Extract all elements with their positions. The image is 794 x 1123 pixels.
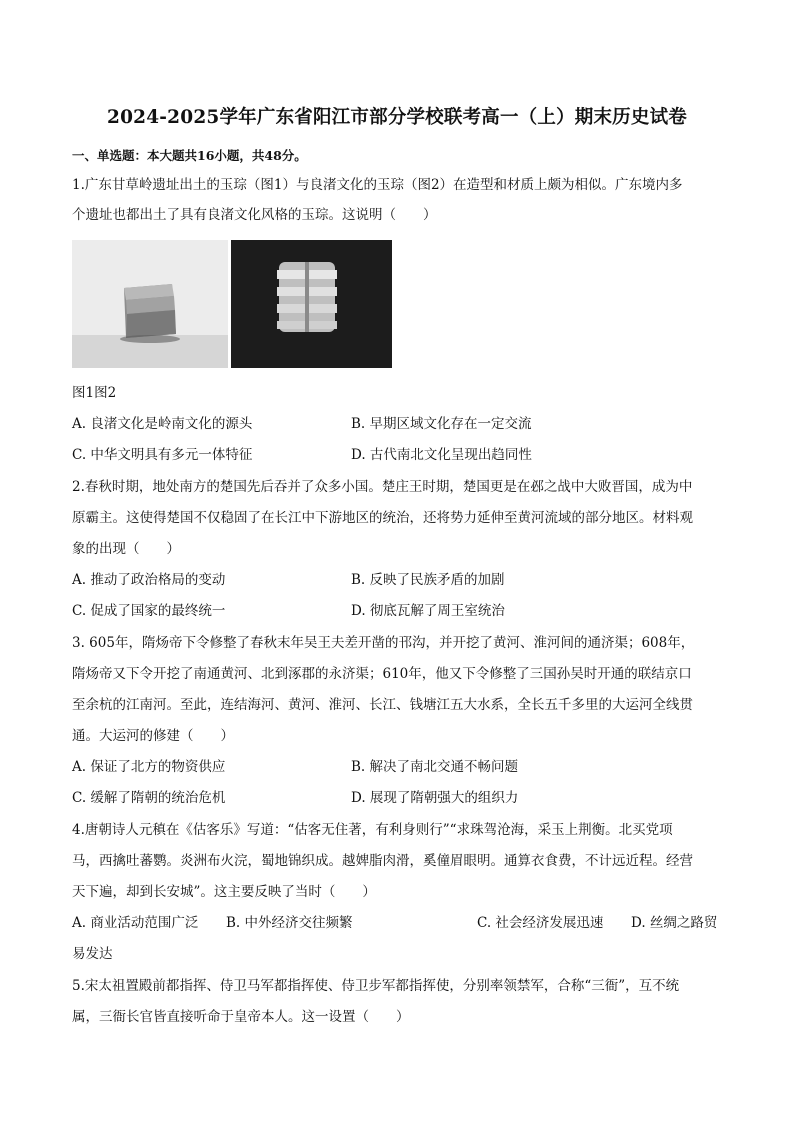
q1-option-a: A. 良渚文化是岭南文化的源头: [72, 416, 253, 432]
q1-option-c: C. 中华文明具有多元一体特征: [72, 447, 253, 463]
q2-option-c: C. 促成了国家的最终统一: [72, 603, 226, 619]
q2-option-a: A. 推动了政治格局的变动: [72, 572, 226, 588]
q4-option-d-continued: 易发达: [72, 946, 113, 962]
q3-option-d: D. 展现了隋朝强大的组织力: [351, 790, 519, 806]
q4-stem-line2: 马，西擒吐蕃鹦。炎洲布火浣，蜀地锦织成。越婢脂肉滑，奚僮眉眼明。通算衣食费，不计远近程。经营: [72, 853, 693, 869]
figure-1-jade-cong-image: [72, 240, 228, 368]
q4-option-d: D. 丝绸之路贸: [631, 915, 718, 931]
q3-option-b: B. 解决了南北交通不畅问题: [351, 759, 519, 775]
figure-2-jade-cong-image: [231, 240, 392, 368]
q3-option-c: C. 缓解了隋朝的统治危机: [72, 790, 226, 806]
q3-stem-line2: 隋炀帝又下令开挖了南通黄河、北到涿郡的永济渠；610年，他又下令修整了三国孙吴时开通的联结京口: [72, 666, 692, 682]
q3-stem-line1: 3. 605年，隋炀帝下令修整了春秋末年吴王夫差开凿的邗沟，并开挖了黄河、淮河间的通济渠；608年，: [72, 635, 695, 651]
q3-option-a: A. 保证了北方的物资供应: [72, 759, 226, 775]
q3-stem-line4: 通。大运河的修建（ ）: [72, 728, 234, 744]
q5-stem-line2: 属，三衙长官皆直接听命于皇帝本人。这一设置（ ）: [72, 1009, 410, 1025]
q5-stem-line1: 5.宋太祖置殿前都指挥、侍卫马军都指挥使、侍卫步军都指挥使，分别率领禁军，合称“三衙”，互不统: [72, 978, 680, 994]
q4-stem-line1: 4.唐朝诗人元稹在《估客乐》写道：“估客无住著，有利身则行”“求珠驾沧海，采玉上荆衡。北买党项: [72, 822, 673, 838]
q4-stem-line3: 天下遍，却到长安城”。这主要反映了当时（ ）: [72, 884, 376, 900]
section-heading: 一、单选题：本大题共16小题，共48分。: [72, 148, 307, 163]
q1-option-d: D. 古代南北文化呈现出趋同性: [351, 447, 532, 463]
q1-stem-line2: 个遗址也都出土了具有良渚文化风格的玉琮。这说明（ ）: [72, 207, 437, 223]
q4-option-a: A. 商业活动范围广泛: [72, 915, 199, 931]
figure-caption: 图1图2: [72, 385, 117, 401]
q2-stem-line1: 2.春秋时期，地处南方的楚国先后吞并了众多小国。楚庄王时期，楚国更是在邲之战中大败晋国，成为中: [72, 479, 693, 495]
q4-option-c: C. 社会经济发展迅速: [477, 915, 604, 931]
q2-option-b: B. 反映了民族矛盾的加剧: [351, 572, 505, 588]
q2-stem-line3: 象的出现（ ）: [72, 541, 180, 557]
q2-option-d: D. 彻底瓦解了周王室统治: [351, 603, 505, 619]
q4-option-b: B. 中外经济交往频繁: [226, 915, 353, 931]
q3-stem-line3: 至余杭的江南河。至此，连结海河、黄河、淮河、长江、钱塘江五大水系，全长五千多里的大运河全线贯: [72, 697, 693, 713]
page-title: 2024-2025学年广东省阳江市部分学校联考高一（上）期末历史试卷: [107, 107, 687, 128]
q2-stem-line2: 原霸主。这使得楚国不仅稳固了在长江中下游地区的统治，还将势力延伸至黄河流域的部分地区。材料观: [72, 510, 693, 526]
q1-stem-line1: 1.广东甘草岭遗址出土的玉琮（图1）与良渚文化的玉琮（图2）在造型和材质上颇为相似。广东境内多: [72, 177, 683, 193]
q1-option-b: B. 早期区域文化存在一定交流: [351, 416, 532, 432]
